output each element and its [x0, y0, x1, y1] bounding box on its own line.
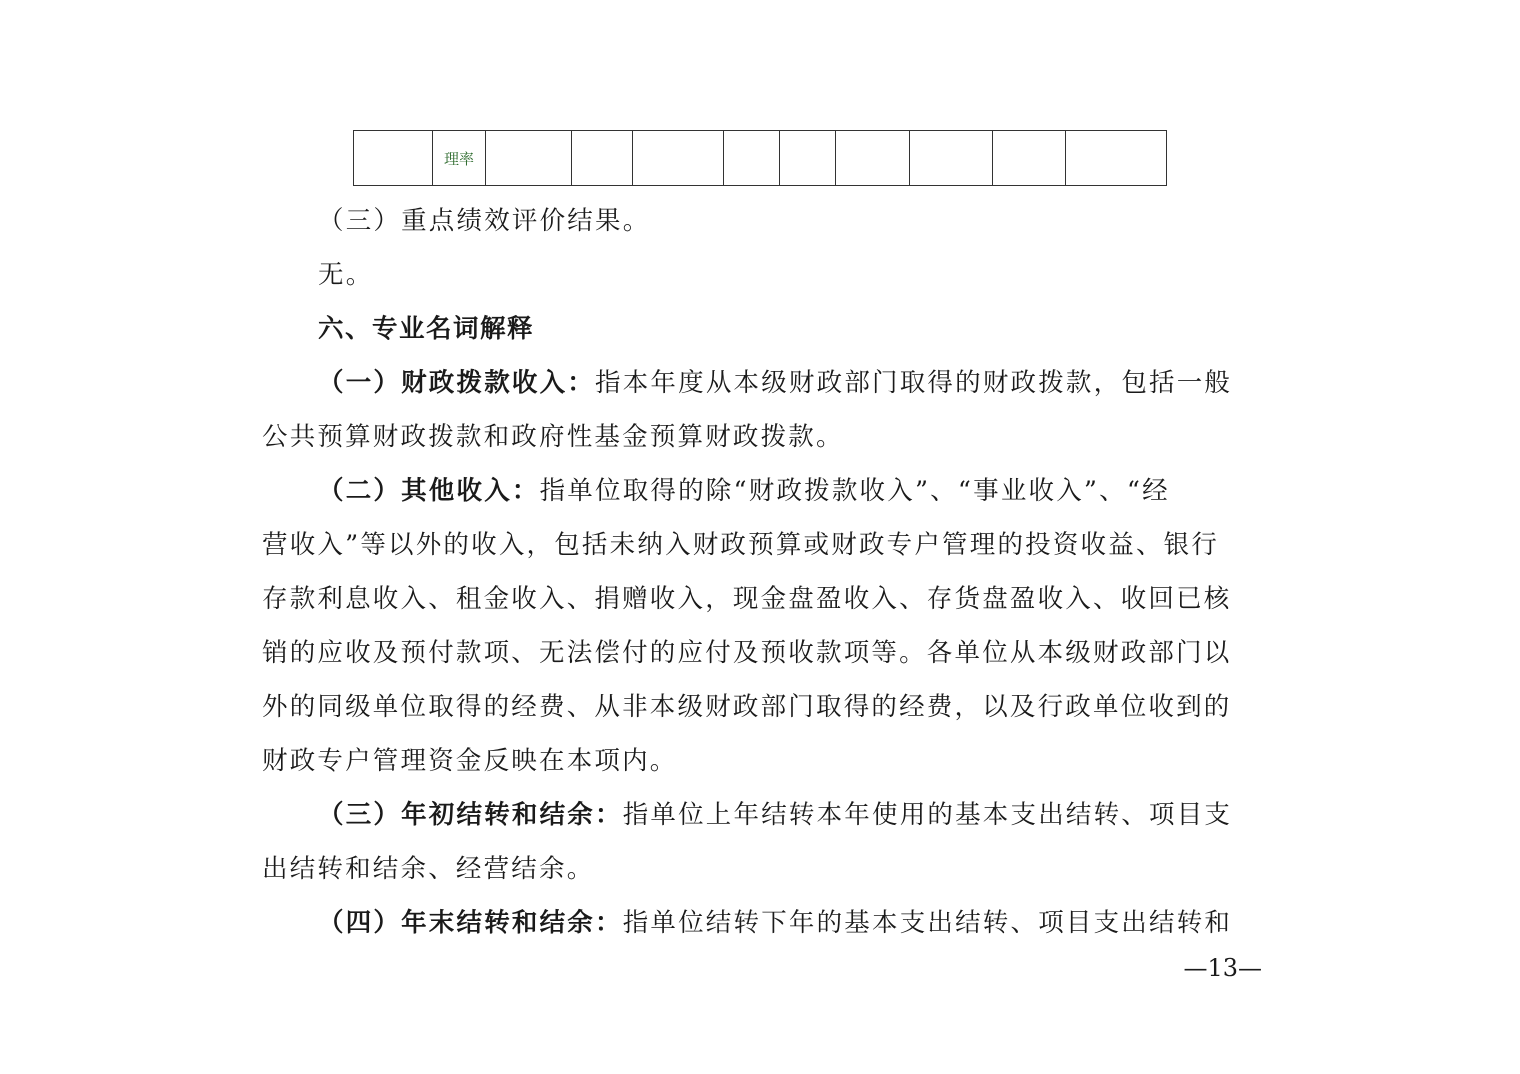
glossary-heading: 六、专业名词解释 — [318, 314, 535, 344]
table-cell — [633, 131, 724, 186]
glossary-item-1-line-1 — [318, 356, 1318, 410]
table-cell — [486, 131, 572, 186]
table-cell — [836, 131, 910, 186]
page-number: —13— — [1183, 954, 1262, 982]
table-fragment — [353, 130, 1167, 186]
glossary-item-2-line-1 — [318, 464, 1318, 518]
key-eval-heading: （三）重点绩效评价结果。 — [318, 206, 651, 236]
glossary-item-2-line-5: 外的同级单位取得的经费、从非本级财政部门取得的经费，以及行政单位收到的 — [262, 692, 1232, 722]
table-cell — [572, 131, 633, 186]
glossary-item-2-line-6: 财政专户管理资金反映在本项内。 — [262, 746, 678, 776]
term-label: （四）年末结转和结余： — [318, 908, 623, 938]
key-eval-body: 无。 — [318, 260, 374, 290]
term-text: 指单位结转下年的基本支出结转、项目支出结转和 — [622, 908, 1233, 938]
term-label: （二）其他收入： — [318, 476, 540, 506]
table-cell — [354, 131, 433, 186]
glossary-item-3-line-1 — [318, 788, 1318, 842]
glossary-item-4-line-1 — [318, 896, 1318, 950]
table-cell — [993, 131, 1066, 186]
table-cell — [724, 131, 780, 186]
table-cell — [1066, 131, 1167, 186]
table-cell: 理率 — [433, 131, 486, 186]
table-cell — [780, 131, 836, 186]
glossary-item-2-line-2: 营收入”等以外的收入，包括未纳入财政预算或财政专户管理的投资收益、银行 — [262, 530, 1220, 560]
glossary-item-2-line-4: 销的应收及预付款项、无法偿付的应付及预收款项等。各单位从本级财政部门以 — [262, 638, 1232, 668]
term-label: （三）年初结转和结余： — [318, 800, 623, 830]
glossary-item-2-line-3: 存款利息收入、租金收入、捐赠收入，现金盘盈收入、存货盘盈收入、收回已核 — [262, 584, 1232, 614]
term-label: （一）财政拨款收入： — [318, 368, 596, 398]
glossary-item-3-line-2: 出结转和结余、经营结余。 — [262, 854, 595, 884]
term-text: 指单位上年结转本年使用的基本支出结转、项目支 — [622, 800, 1233, 830]
table-row — [354, 131, 1167, 186]
glossary-item-1-line-2: 公共预算财政拨款和政府性基金预算财政拨款。 — [262, 422, 844, 452]
term-text: 指本年度从本级财政部门取得的财政拨款，包括一般 — [595, 368, 1233, 398]
table-cell — [910, 131, 993, 186]
term-text: 指单位取得的除“财政拨款收入”、“事业收入”、“经 — [539, 476, 1170, 506]
